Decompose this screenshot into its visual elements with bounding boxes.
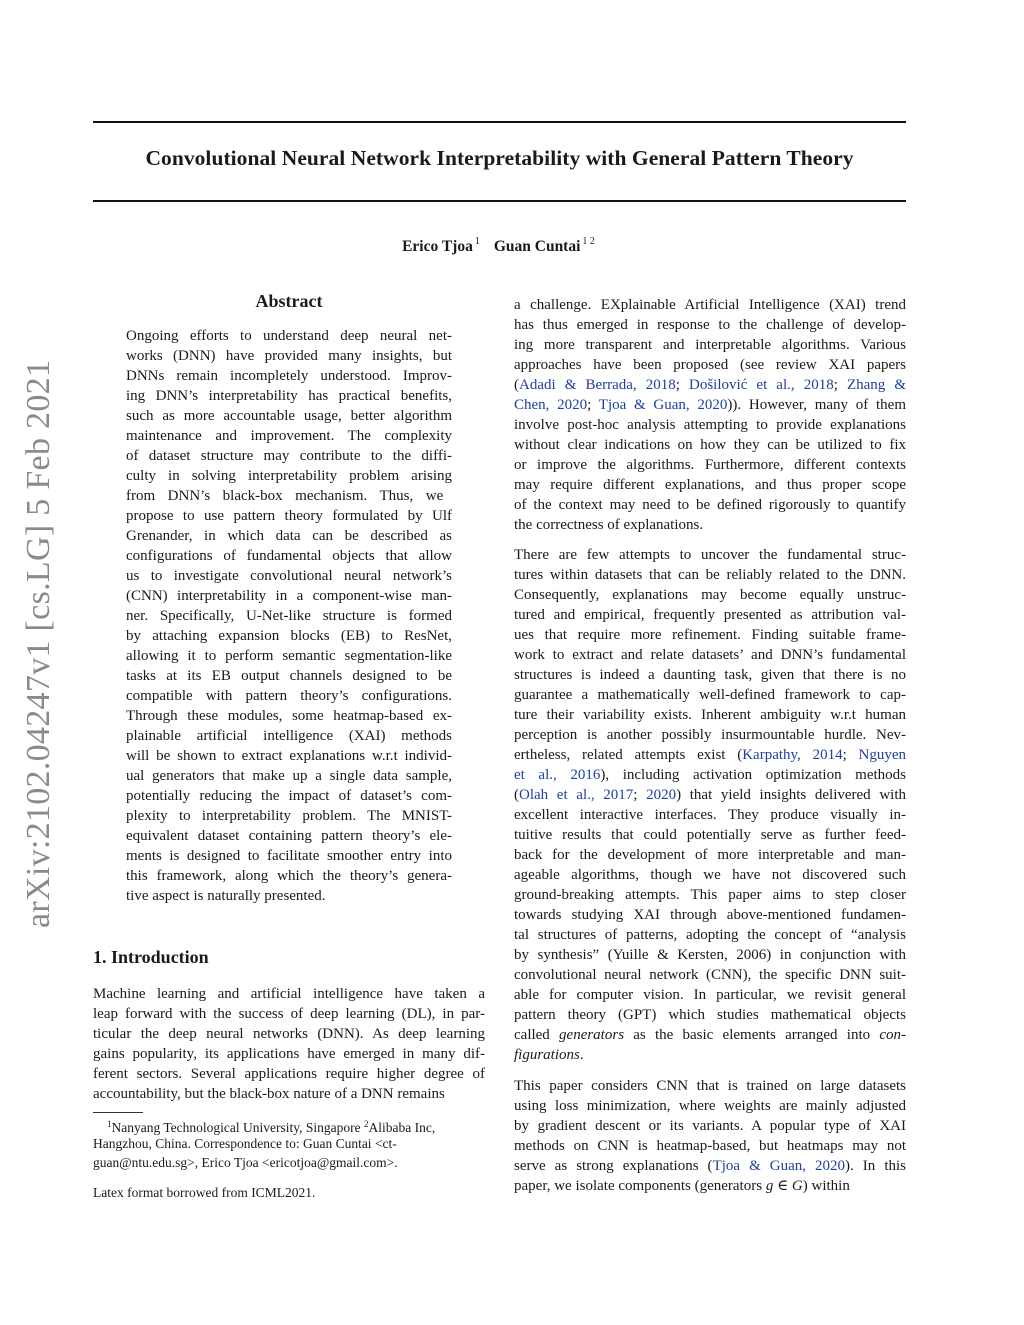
paragraph-line: or improve the algorithms. Furthermore, different contexts xyxy=(514,457,906,473)
paragraph-line: may require different explanations, and thus proper scope xyxy=(514,477,906,493)
paragraph-line: ing more transparent and interpretable algorithms. Various xyxy=(514,337,906,353)
paragraph-line: figurations. xyxy=(514,1047,584,1063)
paragraph-line: able for computer vision. In particular, we revisit general xyxy=(514,987,906,1003)
paragraph-line: back for the development of more interpretable and man- xyxy=(514,847,906,863)
intro-line: ticular the deep neural networks (DNN). As deep learning xyxy=(93,1026,485,1042)
abstract-line: potentially reducing the impact of dataset’s com- xyxy=(126,788,452,804)
paragraph-line: ture their variability exists. Inherent ambiguity w.r.t human xyxy=(514,707,906,723)
paragraph-line: towards studying XAI through above-mentioned fundamen- xyxy=(514,907,906,923)
abstract-line: tasks at its EB output channels designed to be xyxy=(126,668,452,684)
abstract-line: ual generators that make up a single data sample, xyxy=(126,768,452,784)
abstract-line: configurations of fundamental objects that allow xyxy=(126,548,452,564)
intro-line: leap forward with the success of deep learning (DL), in par- xyxy=(93,1006,485,1022)
paragraph-line: convolutional neural network (CNN), the specific DNN suit- xyxy=(514,967,906,983)
paragraph-line: by gradient descent or its variants. A popular type of XAI xyxy=(514,1118,906,1134)
footnote-rule xyxy=(93,1112,143,1113)
abstract-line: such as more accountable usage, better algorithm xyxy=(126,408,452,424)
title-bottom-rule xyxy=(93,200,906,202)
paragraph-line: ues that require more refinement. Finding suitable frame- xyxy=(514,627,906,643)
paragraph-line: tal structures of patterns, adopting the concept of “analysis xyxy=(514,927,906,943)
author-name: Erico Tjoa xyxy=(402,238,473,255)
paragraph-line: ageable algorithms, though we have not discovered such xyxy=(514,867,906,883)
paragraph-line: (Adadi & Berrada, 2018; Došilović et al., 2018; Zhang & xyxy=(514,377,907,393)
author-list xyxy=(93,236,906,256)
paper-title: Convolutional Neural Network Interpretability with General Pattern Theory xyxy=(145,146,854,170)
paragraph-line: tured and empirical, frequently presented as attribution val- xyxy=(514,607,906,623)
footnote-affil-2: Alibaba Inc, xyxy=(368,1120,436,1135)
abstract-line: ing DNN’s interpretability has practical benefits, xyxy=(126,388,452,404)
abstract-line: works (DNN) have provided many insights, but xyxy=(126,348,452,364)
abstract-line: propose to use pattern theory formulated by Ulf xyxy=(126,508,452,524)
footnote-latex-note: Latex format borrowed from ICML2021. xyxy=(93,1185,316,1200)
paragraph-line: This paper considers CNN that is trained on large datasets xyxy=(514,1078,906,1094)
abstract-line: us to investigate convolutional neural network’s xyxy=(126,568,452,584)
paragraph-line: ertheless, related attempts exist (Karpathy, 2014; Nguyen xyxy=(514,747,907,763)
section-heading-introduction: 1. Introduction xyxy=(93,947,209,967)
paragraph-line: has thus emerged in response to the challenge of develop- xyxy=(514,317,906,333)
paragraph-line: (Olah et al., 2017; 2020) that yield insights delivered with xyxy=(514,787,907,803)
abstract-line: of dataset structure may contribute to the diffi- xyxy=(126,448,452,464)
footnote-affil-1: Nanyang Technological University, Singapore xyxy=(111,1120,364,1135)
abstract-line: Ongoing efforts to understand deep neural net- xyxy=(126,328,452,344)
paragraph-line: approaches have been proposed (see review XAI papers xyxy=(514,357,906,373)
paragraph-line: paper, we isolate components (generators g ∈ G) within xyxy=(514,1178,850,1194)
author-affiliation: 1 2 xyxy=(582,236,595,247)
intro-line: accountability, but the black-box nature of a DNN remains xyxy=(93,1086,445,1102)
paragraph-line: by synthesis” (Yuille & Kersten, 2006) in conjunction with xyxy=(514,947,906,963)
footnote-emails: guan@ntu.edu.sg>, Erico Tjoa <ericotjoa@gmail.com>. xyxy=(93,1155,398,1170)
abstract-line: plainable artificial intelligence (XAI) methods xyxy=(126,728,452,744)
paragraph-line: There are few attempts to uncover the fundamental struc- xyxy=(514,547,906,563)
paragraph-line: tures within datasets that can be reliably related to the DNN. xyxy=(514,567,906,583)
abstract-line: from DNN’s black-box mechanism. Thus, we xyxy=(126,488,444,504)
abstract-line: this framework, along which the theory’s genera- xyxy=(126,868,452,884)
paragraph-line: of the context may need to be defined rigorously to quantify xyxy=(514,497,906,513)
paragraph-line: guarantee a mathematically well-defined framework to cap- xyxy=(514,687,906,703)
intro-line: Machine learning and artificial intelligence have taken a xyxy=(93,986,485,1002)
footnote-correspondence: Hangzhou, China. Correspondence to: Guan Cuntai <ct- xyxy=(93,1136,397,1151)
abstract-line: maintenance and improvement. The complexity xyxy=(126,428,452,444)
paragraph-line: work to extract and relate datasets’ and DNN’s fundamental xyxy=(514,647,906,663)
author-name: Guan Cuntai xyxy=(493,238,581,255)
abstract-heading: Abstract xyxy=(255,291,323,311)
paragraph-line: called generators as the basic elements arranged into con- xyxy=(514,1027,906,1043)
abstract-line: Through these modules, some heatmap-based ex- xyxy=(126,708,452,724)
paragraph-line: a challenge. EXplainable Artificial Intelligence (XAI) trend xyxy=(514,297,906,313)
paragraph-line: using loss minimization, where weights are mainly adjusted xyxy=(514,1098,906,1114)
paragraph-line: Consequently, explanations may become equally unstruc- xyxy=(514,587,906,603)
paragraph-line: tuitive results that could potentially serve as further feed- xyxy=(514,827,906,843)
paragraph-line: structures is indeed a daunting task, given that there is no xyxy=(514,667,906,683)
paragraph-line: pattern theory (GPT) which studies mathematical objects xyxy=(514,1007,906,1023)
paragraph-line: involve post-hoc analysis attempting to provide explanations xyxy=(514,417,906,433)
paragraph-line: methods on CNN is heatmap-based, but heatmaps may not xyxy=(514,1138,906,1154)
paragraph-line: the correctness of explanations. xyxy=(514,517,704,533)
abstract-line: (CNN) interpretability in a component-wise man- xyxy=(126,588,452,604)
title-top-rule xyxy=(93,121,906,123)
footnote-affiliations: $^1$Nanyang Technological University, Singapore $^2$Alibaba Inc, xyxy=(107,1119,436,1135)
abstract-line: equivalent dataset containing pattern theory’s ele- xyxy=(126,828,452,844)
paragraph-line: ground-breaking attempts. This paper aims to step closer xyxy=(514,887,906,903)
paragraph-line: serve as strong explanations (Tjoa & Guan, 2020). In this xyxy=(514,1158,906,1174)
paragraph-line: et al., 2016), including activation optimization methods xyxy=(514,767,907,783)
abstract-line: Grenander, in which data can be described as xyxy=(126,528,452,544)
abstract-line: will be shown to extract explanations w.r.t individ- xyxy=(126,748,452,764)
abstract-line: by attaching expansion blocks (EB) to ResNet, xyxy=(126,628,452,644)
abstract-line: ner. Specifically, U-Net-like structure is formed xyxy=(126,608,452,624)
author-affiliation: 1 xyxy=(474,236,480,247)
paragraph-line: excellent interactive interfaces. They produce visually in- xyxy=(514,807,906,823)
paragraph-line: Chen, 2020; Tjoa & Guan, 2020)). However, many of them xyxy=(514,397,906,413)
abstract-line: plexity to interpretability problem. The MNIST- xyxy=(126,808,452,824)
abstract-line: tive aspect is naturally presented. xyxy=(126,888,326,904)
abstract-line: ments is designed to facilitate smoother entry into xyxy=(126,848,452,864)
intro-line: ferent sectors. Several applications require higher degree of xyxy=(93,1066,485,1082)
paragraph-line: perception is another possibly insurmountable hurdle. Nev- xyxy=(514,727,906,743)
abstract-line: culty in solving interpretability problem arising xyxy=(126,468,452,484)
intro-line: gains popularity, its applications have emerged in many dif- xyxy=(93,1046,485,1062)
arxiv-stamp: arXiv:2102.04247v1 [cs.LG] 5 Feb 2021 xyxy=(20,359,57,928)
abstract-line: compatible with pattern theory’s configurations. xyxy=(126,688,452,704)
abstract-line: DNNs remain incompletely understood. Improv- xyxy=(126,368,452,384)
paragraph-line: without clear indications on how they can be utilized to fix xyxy=(514,437,906,453)
abstract-line: allowing it to perform semantic segmentation-like xyxy=(126,648,452,664)
